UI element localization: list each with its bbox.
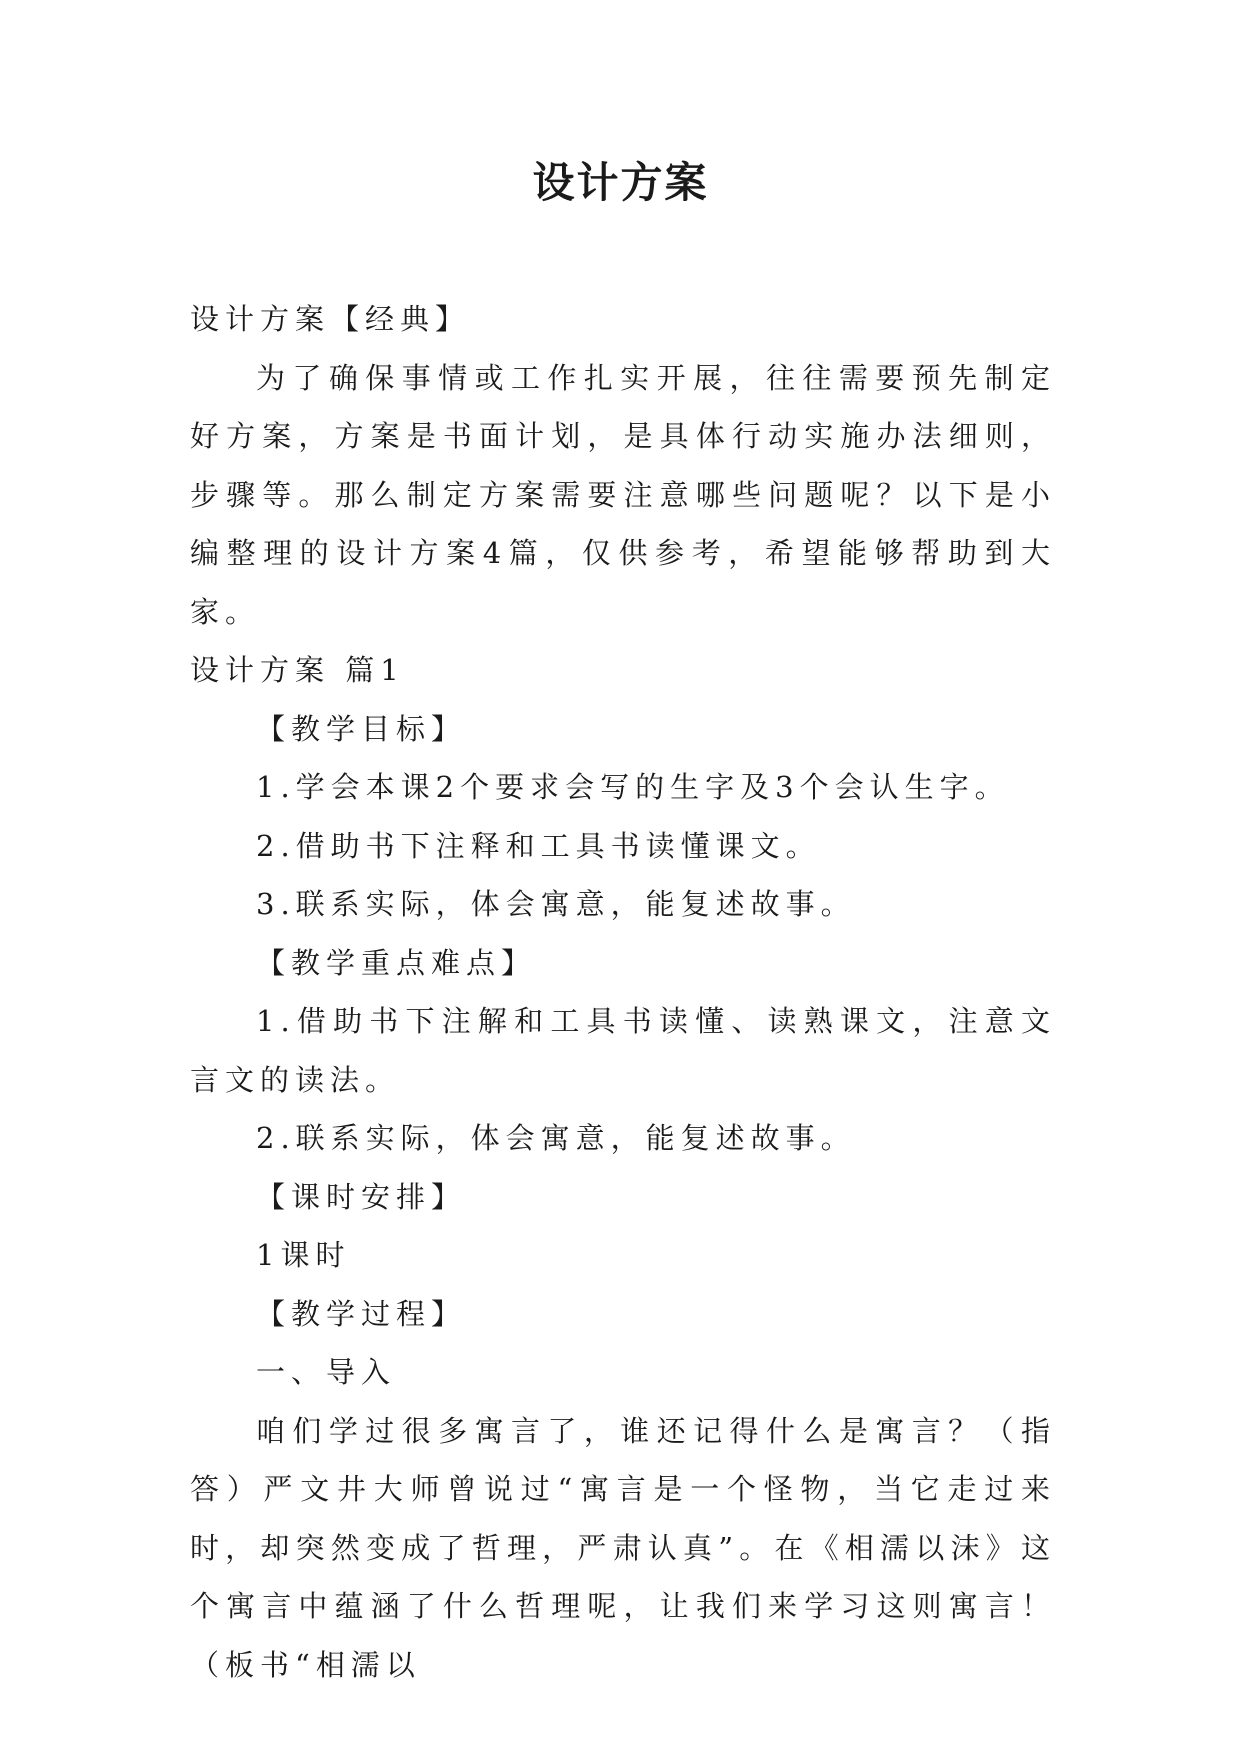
paragraph-process-heading: 【教学过程】	[256, 1296, 467, 1331]
paragraph-teaching-goals-heading: 【教学目标】	[256, 711, 467, 746]
paragraph-intro-text: 咱们学过很多寓言了，谁还记得什么是寓言？（指答）严文井大师曾说过“寓言是一个怪物，当它走过来时，却突然变成了哲理，严肃认真”。在《相濡以沫》这个寓言中蕴涵了什么哲理呢，让我们来学习这则寓言！（板书“相濡以	[190, 1413, 1056, 1682]
paragraph-goal-2: 2.借助书下注释和工具书读懂课文。	[256, 828, 821, 863]
paragraph-section-heading: 设计方案 篇1	[190, 653, 405, 687]
paragraph-heading: 设计方案【经典】	[190, 302, 471, 336]
paragraph-key-point-1: 1.借助书下注解和工具书读懂、读熟课文，注意文言文的读法。	[190, 1004, 1056, 1097]
paragraph-intro: 为了确保事情或工作扎实开展，往往需要预先制定好方案，方案是书面计划，是具体行动实施办法细则，步骤等。那么制定方案需要注意哪些问题呢？以下是小编整理的设计方案4篇，仅供参考，希望能够帮助到大家。	[190, 360, 1056, 629]
paragraph-schedule: 1课时	[256, 1238, 351, 1272]
document-body	[190, 290, 1056, 1694]
paragraph-intro-step: 一、导入	[256, 1355, 397, 1389]
document-title: 设计方案	[532, 158, 709, 207]
paragraph-goal-1: 1.学会本课2个要求会写的生字及3个会认生字。	[256, 770, 1010, 804]
paragraph-key-points-heading: 【教学重点难点】	[256, 945, 537, 980]
paragraph-schedule-heading: 【课时安排】	[256, 1179, 467, 1214]
paragraph-key-point-2: 2.联系实际，体会寓意，能复述故事。	[256, 1121, 856, 1155]
paragraph-goal-3: 3.联系实际，体会寓意，能复述故事。	[256, 887, 856, 921]
